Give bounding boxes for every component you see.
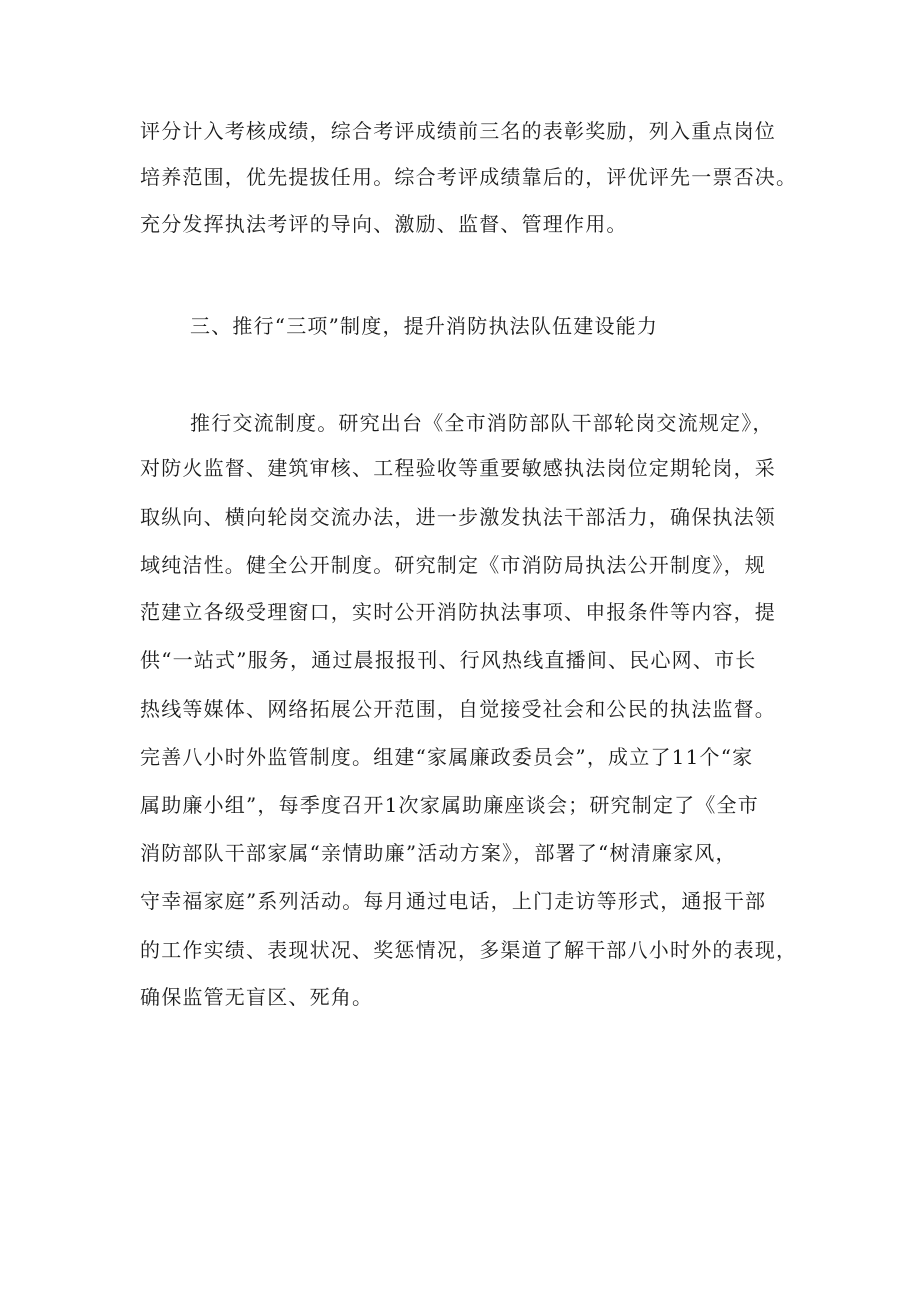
paragraph-line: 供“一站式”服务，通过晨报报刊、行风热线直播间、民心网、市长: [140, 648, 757, 672]
paragraph-line: 对防火监督、建筑审核、工程验收等重要敏感执法岗位定期轮岗，采: [140, 456, 776, 480]
paragraph-line: 属助廉小组”，每季度召开1次家属助廉座谈会；研究制定了《全市: [140, 793, 759, 817]
paragraph-line: 完善八小时外监管制度。组建“家属廉政委员会”，成立了11个“家: [140, 745, 754, 769]
paragraph-line: 推行交流制度。研究出台《全市消防部队干部轮岗交流规定》，: [190, 411, 774, 435]
paragraph-line: 守幸福家庭”系列活动。每月通过电话，上门走访等形式，通报干部: [140, 889, 767, 913]
paragraph-line: 热线等媒体、网络拓展公开范围，自觉接受社会和公民的执法监督。: [140, 697, 776, 721]
paragraph-line: 培养范围，优先提拔任用。综合考评成绩靠后的，评优评先一票否决。: [140, 165, 798, 189]
paragraph-line: 充分发挥执法考评的导向、激励、监督、管理作用。: [140, 212, 628, 236]
paragraph-line: 评分计入考核成绩，综合考评成绩前三名的表彰奖励，列入重点岗位: [140, 119, 776, 143]
paragraph-line: 消防部队干部家属“亲情助廉”活动方案》，部署了“树清廉家风，: [140, 841, 737, 865]
paragraph-line: 取纵向、横向轮岗交流办法，进一步激发执法干部活力，确保执法领: [140, 505, 776, 529]
paragraph-line: 的工作实绩、表现状况、奖惩情况，多渠道了解干部八小时外的表现，: [140, 938, 798, 962]
section-heading: 三、推行“三项”制度，提升消防执法队伍建设能力: [190, 314, 659, 338]
paragraph-line: 域纯洁性。健全公开制度。研究制定《市消防局执法公开制度》，规: [140, 553, 766, 577]
paragraph-line: 范建立各级受理窗口，实时公开消防执法事项、申报条件等内容，提: [140, 600, 776, 624]
paragraph-line: 确保监管无盲区、死角。: [140, 985, 374, 1009]
